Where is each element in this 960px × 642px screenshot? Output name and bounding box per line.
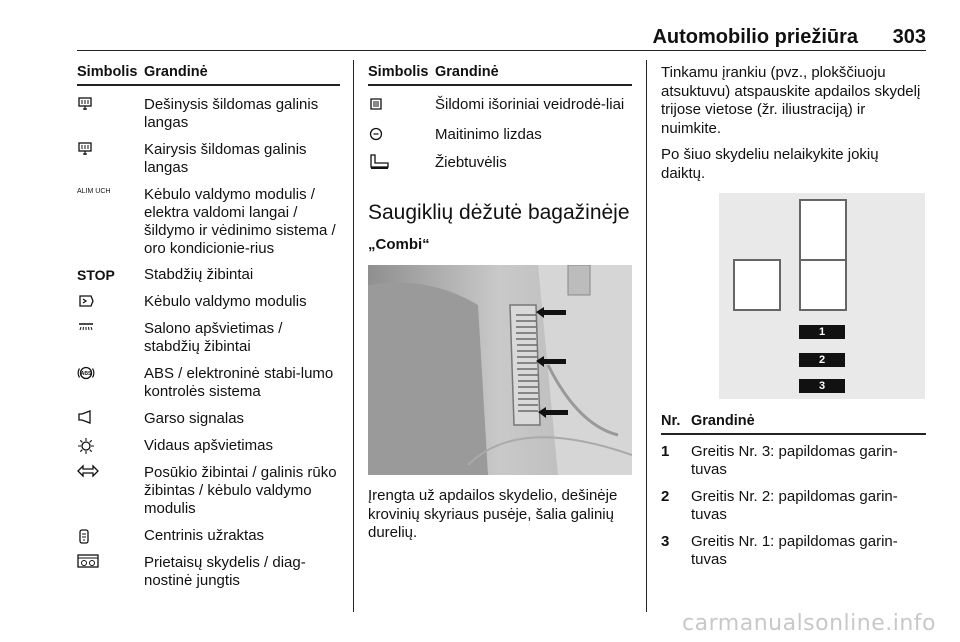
column-divider <box>353 60 354 612</box>
row-label: Žiebtuvėlis <box>435 154 507 171</box>
fuse-panel-diagram <box>719 193 925 399</box>
instruction-paragraph: Tinkamu įrankiu (pvz., plokščiuoju atsuktuvu) atspauskite apdailos skydelį trijose vietose (žr. iliustraciją) ir nuimkite. <box>661 64 921 137</box>
column-divider <box>646 60 647 612</box>
table-row <box>661 479 926 524</box>
relay-slot <box>799 259 847 311</box>
table-row <box>77 545 340 590</box>
row-label: Greitis Nr. 2: papildomas garin-tuvas <box>691 488 898 523</box>
row-label: Posūkio žibintai / galinis rūko žibintas / kėbulo valdymo modulis <box>144 464 337 517</box>
table-row <box>77 311 340 356</box>
row-label: Greitis Nr. 3: papildomas garin-tuvas <box>691 443 898 478</box>
row-label: Maitinimo lizdas <box>435 126 542 143</box>
table-header <box>368 64 632 86</box>
table-row <box>77 177 340 258</box>
row-label: Salono apšvietimas / stabdžių žibintai <box>144 320 283 355</box>
table-header <box>77 64 340 86</box>
row-label: Stabdžių žibintai <box>144 266 254 283</box>
stop-icon: STOP <box>77 267 115 283</box>
instruction-paragraph: Po šiuo skydeliu nelaikykite jokių daiktų. <box>661 146 879 182</box>
cargo-area-illustration <box>368 265 632 475</box>
table-row <box>77 356 340 401</box>
fuse-number: 3 <box>661 533 670 550</box>
fuse-table-header <box>661 413 926 435</box>
fuse-number: 1 <box>661 443 670 460</box>
header-symbol: Simbolis <box>77 64 138 80</box>
relay-slot <box>733 259 781 311</box>
page-number: 303 <box>892 26 926 48</box>
fuse-label: 1 <box>799 325 845 339</box>
alim-uch-icon: ALIM UCH <box>77 188 111 195</box>
row-label: Prietaisų skydelis / diag-nostinė jungtis <box>144 554 306 589</box>
cargo-fuse-box-photo <box>368 265 632 475</box>
rear-window-heating-right-icon <box>77 96 144 132</box>
instrument-panel-icon <box>77 554 144 590</box>
fuse-label: 3 <box>799 379 845 393</box>
interior-light-icon <box>77 320 144 356</box>
row-label: ABS / elektroninė stabi-lumo kontrolės sistema <box>144 365 334 400</box>
row-label: Dešinysis šildomas galinis langas <box>144 96 319 131</box>
row-label: Kėbulo valdymo modulis / elektra valdomi langai / šildymo ir vėdinimo sistema / oro kondicionie-rius <box>144 186 336 257</box>
header-circuit: Grandinė <box>691 413 755 429</box>
row-label: Centrinis užraktas <box>144 527 265 544</box>
table-row <box>77 455 340 518</box>
row-label: Greitis Nr. 1: papildomas garin-tuvas <box>691 533 898 568</box>
row-label: Kairysis šildomas galinis langas <box>144 141 307 176</box>
row-label: Šildomi išoriniai veidrodė-liai <box>435 96 625 113</box>
abs-icon <box>77 365 144 401</box>
table-row <box>77 258 340 284</box>
table-row <box>368 144 632 172</box>
header-circuit: Grandinė <box>435 64 499 80</box>
fuse-number: 2 <box>661 488 670 505</box>
table-row <box>77 428 340 455</box>
photo-caption: Įrengta už apdailos skydelio, dešinėje krovinių skyriaus pusėje, šalia galinių durelių. <box>368 487 618 541</box>
instructions-column <box>661 64 926 569</box>
svg-text:ABS: ABS <box>80 371 92 377</box>
table-row <box>661 524 926 569</box>
fuse-label: 2 <box>799 353 845 367</box>
fuse-symbol-table-left <box>77 64 340 590</box>
row-label: Vidaus apšvietimas <box>144 437 273 454</box>
header-symbol: Simbolis <box>368 64 429 80</box>
central-locking-icon <box>77 527 144 545</box>
page-title: Automobilio priežiūra <box>652 26 858 48</box>
interior-lamp-icon <box>77 437 144 455</box>
section-subtitle: „Combi“ <box>368 236 430 253</box>
table-row <box>77 284 340 311</box>
heated-mirror-icon <box>368 96 435 114</box>
horn-icon <box>77 410 144 428</box>
page-header <box>77 0 926 51</box>
table-row <box>77 132 340 177</box>
table-row <box>77 86 340 132</box>
cigarette-lighter-icon <box>368 154 435 172</box>
watermark: carmanualsonline.info <box>682 611 936 636</box>
row-label: Garso signalas <box>144 410 245 427</box>
table-row <box>77 401 340 428</box>
power-socket-icon <box>368 126 435 144</box>
header-nr: Nr. <box>661 413 681 429</box>
turn-signal-icon <box>77 464 144 518</box>
row-label: Kėbulo valdymo modulis <box>144 293 307 310</box>
rear-window-heating-left-icon <box>77 141 144 177</box>
table-row <box>77 518 340 545</box>
table-row <box>368 86 632 114</box>
fuse-symbol-table-right <box>368 64 632 551</box>
table-row <box>661 435 926 479</box>
section-title: Saugiklių dėžutė bagažinėje <box>368 201 630 224</box>
header-circuit: Grandinė <box>144 64 208 80</box>
body-control-module-icon <box>77 293 144 311</box>
table-row <box>368 114 632 144</box>
